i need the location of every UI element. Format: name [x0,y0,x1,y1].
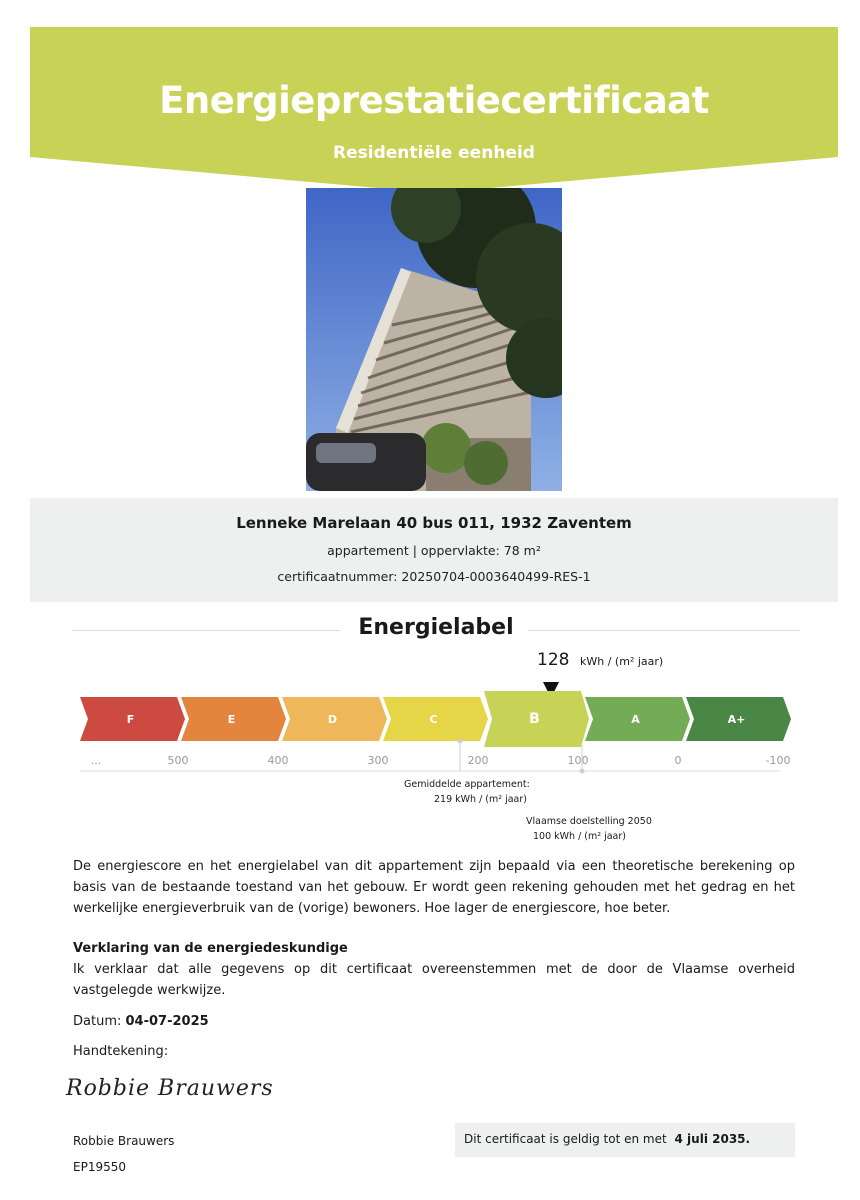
scale-tick-label: 200 [467,754,489,767]
energy-class-label: C [429,713,438,726]
expert-name: Robbie Brauwers [73,1134,175,1148]
validity-box [455,1123,795,1157]
date-line [73,1011,795,1032]
energy-class-label: A [631,713,640,726]
average-label: Gemiddelde appartement: [404,779,530,790]
certificate-number: certificaatnummer: 20250704-0003640499-RES-1 [277,569,591,584]
scale-tick-label: 500 [167,754,189,767]
scale-tick-label: 300 [367,754,389,767]
energy-score-unit: kWh / (m² jaar) [580,655,664,668]
page-title: Energieprestatiecertificaat [159,79,709,122]
expert-id: EP19550 [73,1160,126,1174]
target-label: Vlaamse doelstelling 2050 [526,816,652,827]
explanation-text: De energiescore en het energielabel van dit appartement zijn bepaald via een theoretische berekening op basis van de bestaande toestand van het gebouw. Er wordt geen rekening gehouden met het gedrag en het werkelijke energieverbruik van de (vorige) bewoners. Hoe lager de energiescore, hoe beter. [73,859,795,916]
declaration-title: Verklaring van de energiedeskundige [73,941,348,956]
target-value: 100 kWh / (m² jaar) [533,831,626,842]
date-value: 04-07-2025 [125,1014,209,1029]
energy-class-label: F [126,713,135,726]
date-label: Datum: [73,1014,122,1029]
signature-label: Handtekening: [73,1044,169,1059]
page-subtitle: Residentiële eenheid [333,143,535,163]
average-value: 219 kWh / (m² jaar) [434,794,527,805]
property-type-area: appartement | oppervlakte: 78 m² [327,543,541,558]
energy-label-title: Energielabel [358,615,514,640]
validity-prefix: Dit certificaat is geldig tot en met [464,1132,667,1146]
scale-tick-label: 400 [267,754,289,767]
declaration-text: Ik verklaar dat alle gegevens op dit certificaat overeenstemmen met de door de Vlaamse overheid vastgelegde werkwijze. [73,962,795,998]
energy-class-label: D [327,713,338,726]
scale-tick-label: 100 [567,754,589,767]
energy-class-label: B [529,711,540,727]
property-address: Lenneke Marelaan 40 bus 011, 1932 Zaventem [236,514,632,532]
validity-date: 4 juli 2035. [674,1132,751,1146]
scale-tick-label: 0 [674,754,682,767]
energy-class-label: E [227,713,236,726]
energy-score: 128 [537,650,570,670]
scale-tick-label: ... [90,754,102,767]
energy-class-label: A+ [727,713,746,726]
scale-tick-label: -100 [765,754,791,767]
signature: Robbie Brauwers [66,1076,274,1101]
